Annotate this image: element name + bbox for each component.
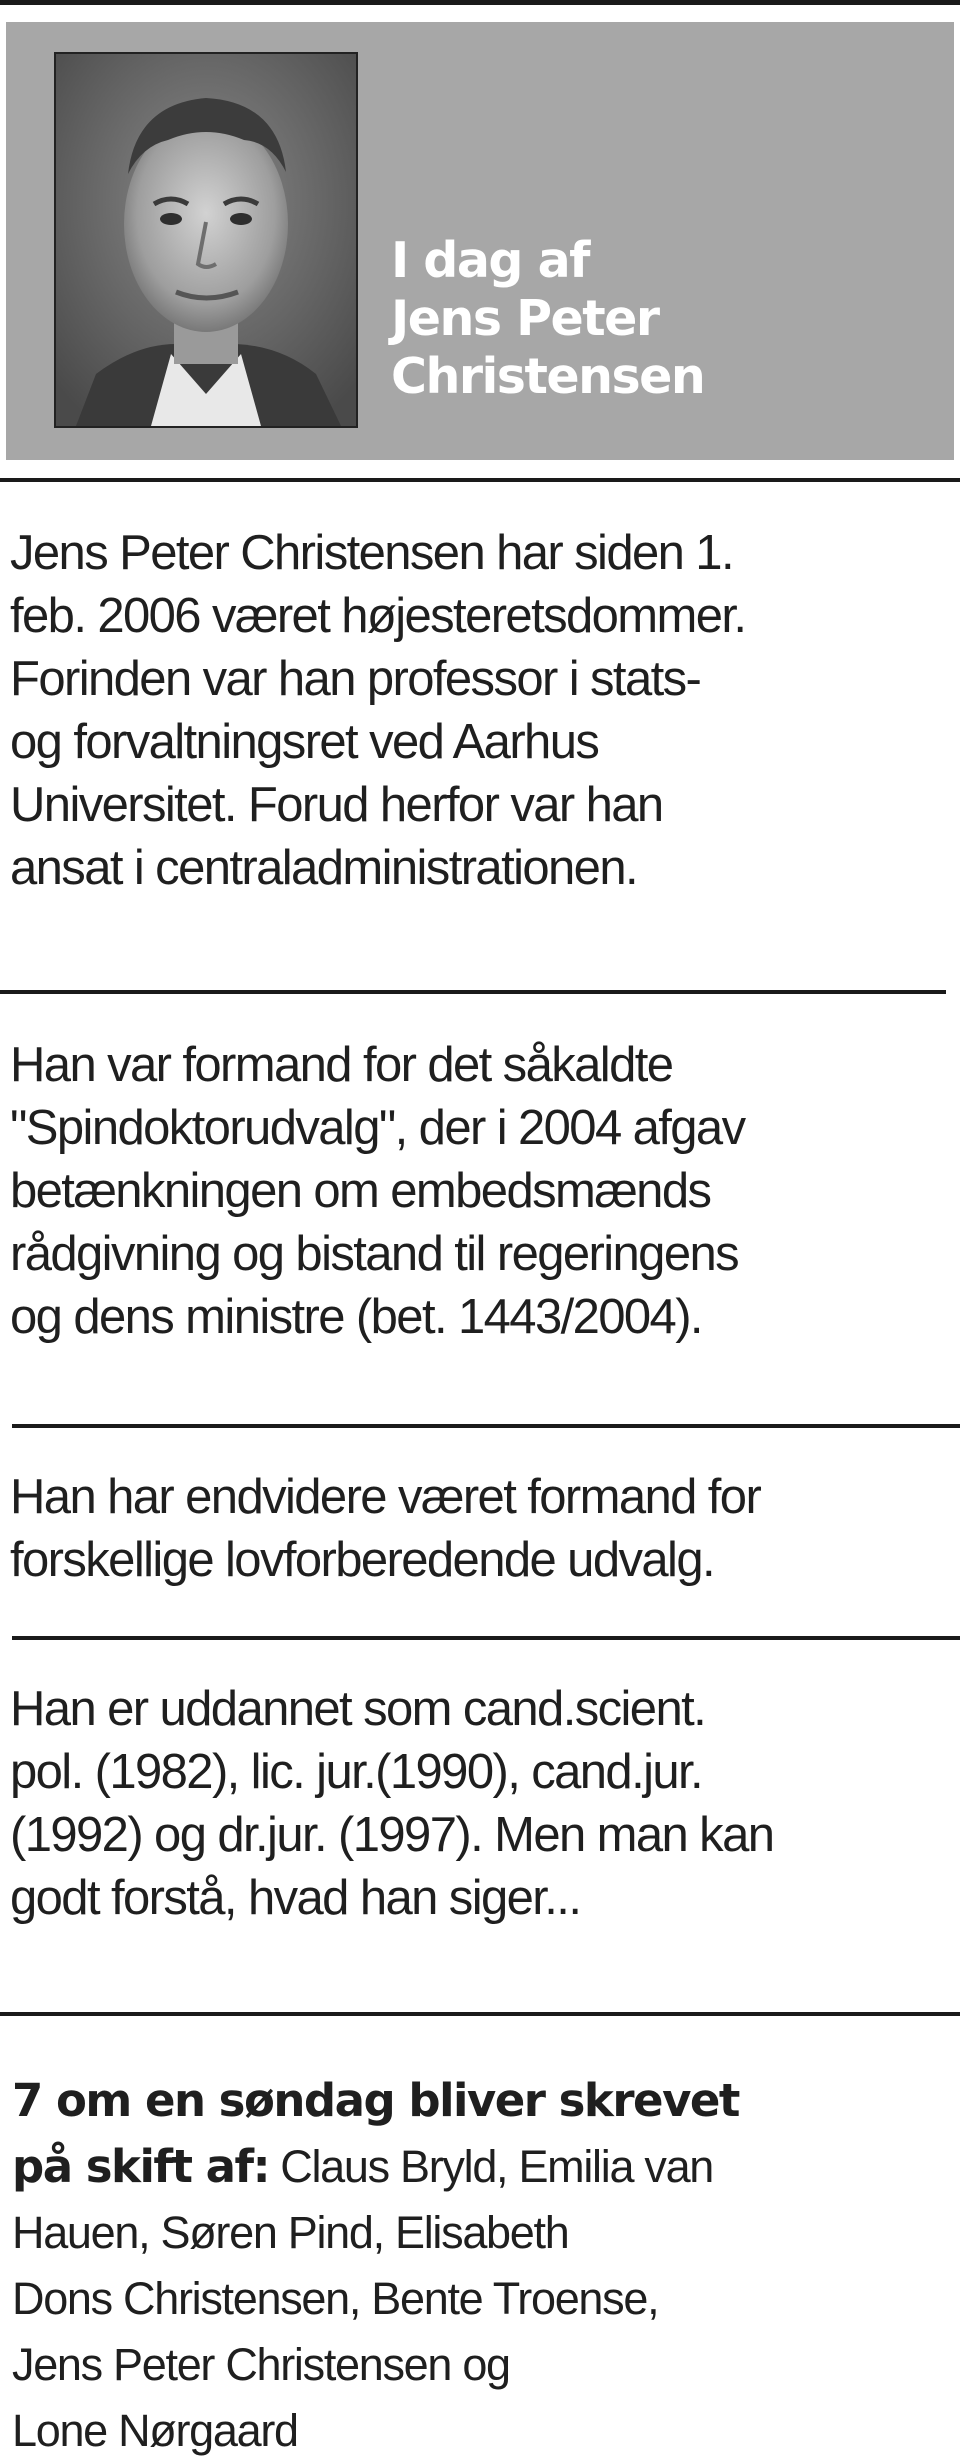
text-line: "Spindoktorudvalg", der i 2004 afgav <box>10 1101 745 1155</box>
footer-heading: 7 om en søndag bliver skrevet <box>12 2074 739 2127</box>
text-line: rådgivning og bistand til regeringens <box>10 1227 739 1281</box>
column-contributors <box>12 2068 942 2464</box>
text-line: godt forstå, hvad han siger... <box>10 1871 581 1925</box>
contributor-line: Dons Christensen, Bente Troense, <box>12 2273 659 2324</box>
text-line: Universitet. Forud herfor var han <box>10 778 663 832</box>
contributor-line: Hauen, Søren Pind, Elisabeth <box>12 2207 569 2258</box>
top-rule <box>0 0 960 5</box>
text-line: og dens ministre (bet. 1443/2004). <box>10 1290 702 1344</box>
author-header <box>6 22 954 460</box>
byline-line: I dag af <box>391 232 589 289</box>
text-line: pol. (1982), lic. jur.(1990), cand.jur. <box>10 1745 703 1799</box>
text-line: forskellige lovforberedende udvalg. <box>10 1533 714 1587</box>
section-divider <box>0 990 946 994</box>
text-line: Jens Peter Christensen har siden 1. <box>10 526 733 580</box>
contributor-names: Claus Bryld, Emilia van <box>269 2141 714 2192</box>
contributor-line: Lone Nørgaard <box>12 2405 298 2456</box>
text-line: (1992) og dr.jur. (1997). Men man kan <box>10 1808 774 1862</box>
byline <box>391 232 911 406</box>
text-line: betænkningen om embedsmænds <box>10 1164 711 1218</box>
bio-paragraph-2 <box>10 1034 950 1349</box>
portrait-image <box>56 54 356 426</box>
byline-line: Christensen <box>391 348 705 405</box>
bio-paragraph-1 <box>10 522 950 900</box>
text-line: ansat i centraladministrationen. <box>10 841 638 895</box>
text-line: Forinden var han professor i stats- <box>10 652 701 706</box>
bio-paragraph-3 <box>10 1466 950 1592</box>
bio-paragraph-4 <box>10 1678 950 1930</box>
section-divider <box>0 2012 960 2016</box>
footer-heading-cont: på skift af: <box>12 2140 270 2193</box>
section-divider <box>12 1636 960 1640</box>
section-divider <box>0 478 960 482</box>
text-line: Han var formand for det såkaldte <box>10 1038 673 1092</box>
section-divider <box>12 1424 960 1428</box>
contributor-line: Jens Peter Christensen og <box>12 2339 510 2390</box>
text-line: Han har endvidere været formand for <box>10 1470 761 1524</box>
author-portrait <box>54 52 358 428</box>
byline-line: Jens Peter <box>391 290 659 347</box>
text-line: feb. 2006 været højesteretsdommer. <box>10 589 746 643</box>
text-line: Han er uddannet som cand.scient. <box>10 1682 706 1736</box>
text-line: og forvaltningsret ved Aarhus <box>10 715 599 769</box>
